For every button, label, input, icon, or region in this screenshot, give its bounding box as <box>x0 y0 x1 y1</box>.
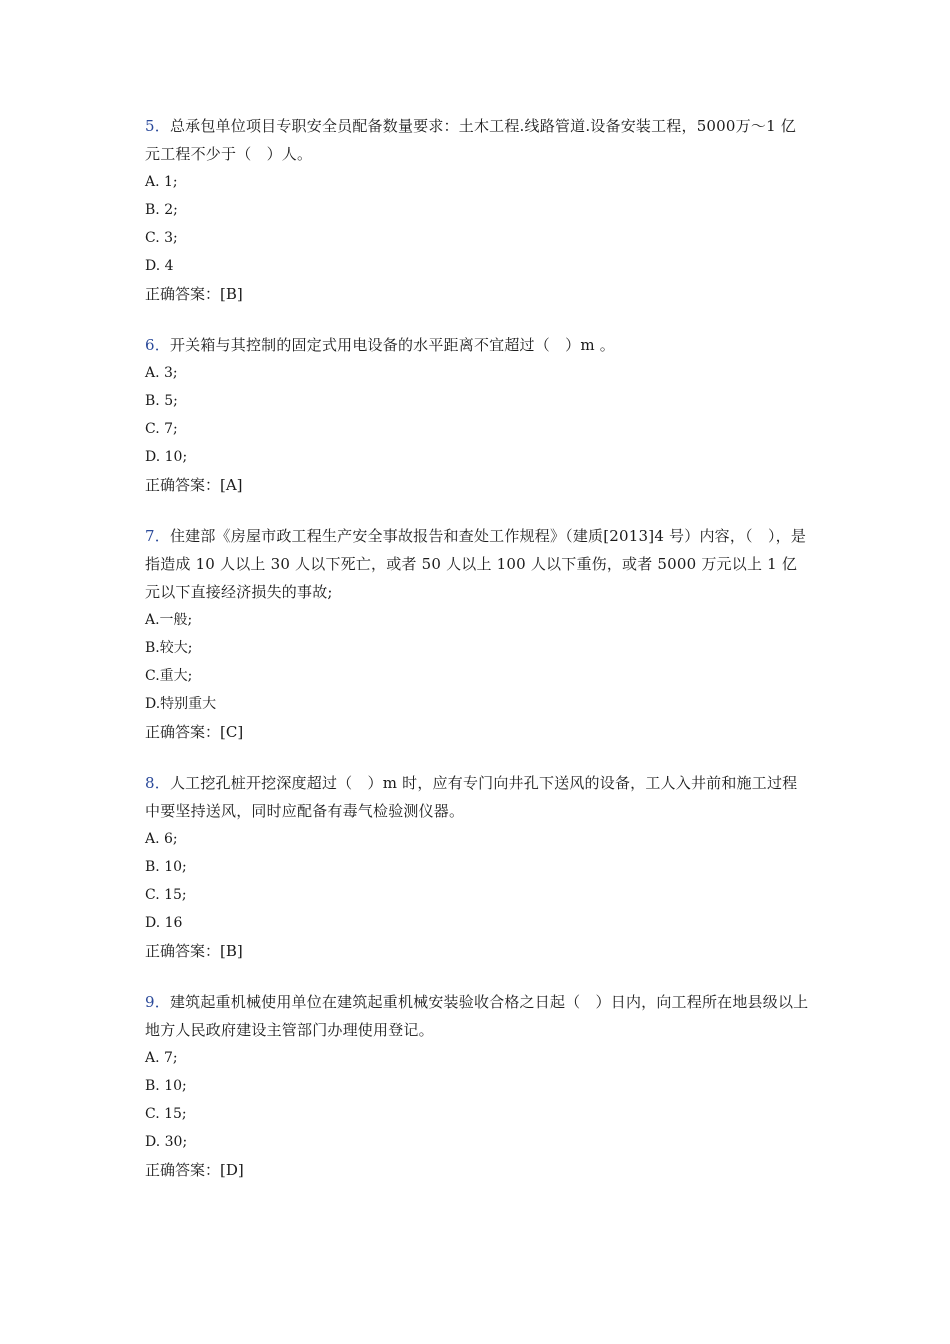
option-c: C.重大; <box>145 668 193 684</box>
question-stem <box>145 769 810 825</box>
question-number: 6． <box>145 336 170 354</box>
question-text: 建筑起重机械使用单位在建筑起重机械安装验收合格之日起（ ）日内，向工程所在地县级以上地方人民政府建设主管部门办理使用登记。 <box>145 993 809 1039</box>
question-number: 8． <box>145 774 170 792</box>
question-text: 开关箱与其控制的固定式用电设备的水平距离不宜超过（ ）m 。 <box>169 336 615 354</box>
correct-answer: 正确答案：[B] <box>145 942 243 960</box>
question-6 <box>145 331 810 499</box>
question-7 <box>145 522 810 746</box>
option-b: B. 10; <box>145 859 187 875</box>
question-number: 7． <box>145 527 170 545</box>
question-number: 9． <box>145 993 170 1011</box>
correct-answer: 正确答案：[C] <box>145 723 244 741</box>
document-page <box>145 112 810 1207</box>
option-d: D. 30; <box>145 1134 188 1150</box>
option-a: A. 6; <box>145 831 178 847</box>
question-5 <box>145 112 810 308</box>
correct-answer: 正确答案：[D] <box>145 1161 244 1179</box>
option-c: C. 3; <box>145 230 178 246</box>
option-c: C. 15; <box>145 1106 187 1122</box>
question-stem <box>145 112 810 168</box>
option-d: D.特别重大 <box>145 696 217 712</box>
option-a: A. 7; <box>145 1050 178 1066</box>
question-stem <box>145 522 810 606</box>
question-text: 住建部《房屋市政工程生产安全事故报告和查处工作规程》（建质[2013]4 号）内容，（ ），是指造成 10 人以上 30 人以下死亡，或者 50 人以上 100 人以下重伤，或者 5000 万元以上 1 亿元以下直接经济损失的事故; <box>145 527 807 601</box>
option-a: A.一般; <box>145 612 193 628</box>
option-d: D. 4 <box>145 258 174 274</box>
question-text: 人工挖孔桩开挖深度超过（ ）m 时，应有专门向井孔下送风的设备，工人入井前和施工过程中要坚持送风，同时应配备有毒气检验测仪器。 <box>145 774 798 820</box>
question-9 <box>145 988 810 1184</box>
question-stem <box>145 988 810 1044</box>
option-d: D. 10; <box>145 449 188 465</box>
option-b: B.较大; <box>145 640 193 656</box>
question-8 <box>145 769 810 965</box>
option-a: A. 3; <box>145 365 178 381</box>
correct-answer: 正确答案：[A] <box>145 476 243 494</box>
correct-answer: 正确答案：[B] <box>145 285 243 303</box>
option-b: B. 5; <box>145 393 178 409</box>
option-c: C. 15; <box>145 887 187 903</box>
option-b: B. 10; <box>145 1078 187 1094</box>
option-a: A. 1; <box>145 174 178 190</box>
question-stem <box>145 331 810 359</box>
option-b: B. 2; <box>145 202 178 218</box>
question-number: 5． <box>145 117 170 135</box>
option-c: C. 7; <box>145 421 178 437</box>
option-d: D. 16 <box>145 915 183 931</box>
question-text: 总承包单位项目专职安全员配备数量要求：土木工程.线路管道.设备安装工程，5000万～1 亿元工程不少于（ ）人。 <box>145 117 796 163</box>
